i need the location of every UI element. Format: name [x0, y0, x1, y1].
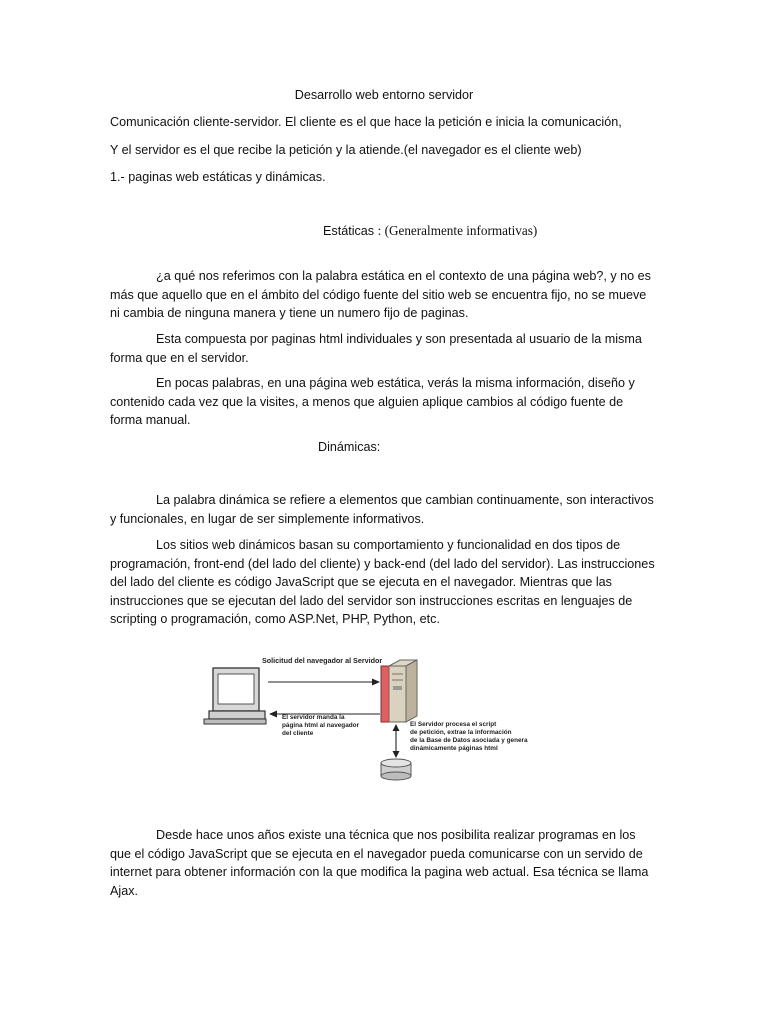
section-heading-1: 1.- paginas web estáticas y dinámicas. — [110, 170, 326, 184]
static-paragraph-2: Esta compuesta por paginas html individuales y son presentada al usuario de la misma forma que en el servidor. — [110, 332, 642, 365]
request-label: Solicitud del navegador al Servidor — [262, 656, 383, 665]
database-connection-arrow — [393, 724, 400, 758]
document-title: Desarrollo web entorno servidor — [294, 88, 474, 102]
response-label-line-1: El servidor manda la — [282, 714, 345, 721]
dynamic-paragraph-2: Los sitios web dinámicos basan su comportamiento y funcionalidad en dos tipos de programación, front-end (del lado del cliente) y back-end (del lado del servidor). Las instrucciones del lado del cliente es código JavaScript que se ejecuta en el navegador. Mientras que las instrucciones que se ejecutan del lado del servidor son instrucciones escritas en lenguajes de scripting o programación, como ASP.Net, PHP, Python, etc. — [110, 538, 655, 626]
server-label-line-3: de la Base de Datos asociada y genera — [410, 737, 528, 744]
server-label-line-2: de petición, extrae la información — [410, 729, 512, 736]
request-arrow — [268, 679, 380, 686]
database-icon — [381, 759, 411, 780]
intro-line-2: Y el servidor es el que recibe la petición y la atiende.(el navegador es el cliente web) — [110, 143, 582, 157]
client-server-diagram — [200, 650, 560, 790]
response-label-line-3: del cliente — [282, 730, 314, 737]
static-paragraph-1: ¿a qué nos referimos con la palabra estática en el contexto de una página web?, y no es más que aquello que en el ámbito del código fuente del sitio web se encuentra fijo, no se mueve ni cambia de ninguna manera y tiene un numero fijo de paginas. — [110, 269, 651, 320]
response-label-line-2: página html al navegador — [282, 722, 360, 729]
server-label-line-1: El Servidor procesa el script — [410, 721, 497, 728]
server-tower-icon — [381, 660, 417, 722]
client-computer-icon — [204, 668, 266, 724]
server-label-line-4: dinámicamente páginas html — [410, 745, 498, 752]
dynamic-paragraph-1: La palabra dinámica se refiere a elementos que cambian continuamente, son interactivos y funcionales, en lugar de ser simplemente informativos. — [110, 493, 654, 526]
static-paragraph-3: En pocas palabras, en una página web estática, verás la misma información, diseño y contenido cada vez que la visites, a menos que alguien aplique cambios al código fuente de forma manual. — [110, 376, 635, 427]
static-heading-label: Estáticas — [323, 224, 375, 238]
dynamic-heading: Dinámicas: — [318, 440, 381, 454]
intro-line-1: Comunicación cliente-servidor. El cliente es el que hace la petición e inicia la comunicación, — [110, 115, 622, 129]
static-heading — [323, 222, 653, 241]
static-heading-note: : (Generalmente informativas) — [377, 223, 538, 238]
ajax-paragraph: Desde hace unos años existe una técnica que nos posibilita realizar programas en los que el código JavaScript que se ejecuta en el navegador pueda comunicarse con un servido de internet para obtener información con la que modifica la pagina web actual. Esa técnica se llama Ajax. — [110, 828, 649, 898]
